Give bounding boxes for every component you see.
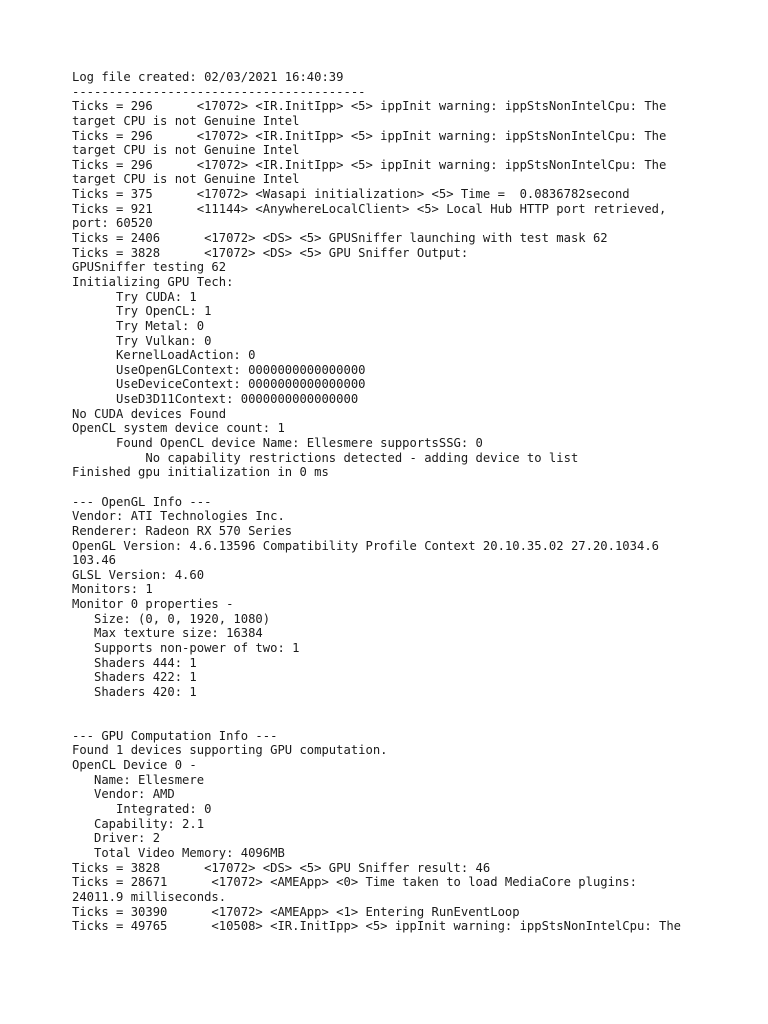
log-line: KernelLoadAction: 0 xyxy=(72,348,256,363)
log-line: Capability: 2.1 xyxy=(72,816,205,831)
log-line: Ticks = 30390 <17072> <AMEApp> <1> Entering RunEventLoop xyxy=(72,904,520,919)
log-line: Try Metal: 0 xyxy=(72,318,205,333)
log-line: Finished gpu initialization in 0 ms xyxy=(72,465,329,480)
log-line xyxy=(72,480,702,495)
log-line: No capability restrictions detected - adding device to list xyxy=(72,450,579,465)
log-line xyxy=(72,700,702,715)
log-line: Vendor: ATI Technologies Inc. xyxy=(72,509,285,524)
log-line: Try CUDA: 1 xyxy=(72,289,197,304)
log-line: UseOpenGLContext: 0000000000000000 xyxy=(72,362,366,377)
log-line: Shaders 444: 1 xyxy=(72,655,197,670)
log-line: --- GPU Computation Info --- xyxy=(72,728,278,743)
log-line: GLSL Version: 4.60 xyxy=(72,567,205,582)
log-line: Ticks = 921 <11144> <AnywhereLocalClient> <5> Local Hub HTTP port retrieved, xyxy=(72,201,667,216)
log-line: Shaders 420: 1 xyxy=(72,684,197,699)
log-line: Name: Ellesmere xyxy=(72,772,205,787)
log-line: Found OpenCL device Name: Ellesmere supportsSSG: 0 xyxy=(72,436,483,451)
log-line: Size: (0, 0, 1920, 1080) xyxy=(72,611,271,626)
log-line: 103.46 xyxy=(72,553,117,568)
log-line: Total Video Memory: 4096MB xyxy=(72,845,285,860)
log-line: Ticks = 296 <17072> <IR.InitIpp> <5> ippInit warning: ippStsNonIntelCpu: The xyxy=(72,99,667,114)
log-line: Ticks = 49765 <10508> <IR.InitIpp> <5> ippInit warning: ippStsNonIntelCpu: The xyxy=(72,919,682,934)
log-line: GPUSniffer testing 62 xyxy=(72,260,227,275)
log-line: --- OpenGL Info --- xyxy=(72,494,212,509)
log-line: 24011.9 milliseconds. xyxy=(72,889,227,904)
log-line: Ticks = 3828 <17072> <DS> <5> GPU Sniffer result: 46 xyxy=(72,860,491,875)
log-line: Try OpenCL: 1 xyxy=(72,304,212,319)
log-line: UseDeviceContext: 0000000000000000 xyxy=(72,377,366,392)
log-line: Ticks = 375 <17072> <Wasapi initialization> <5> Time = 0.0836782second xyxy=(72,187,630,202)
log-line: Ticks = 28671 <17072> <AMEApp> <0> Time taken to load MediaCore plugins: xyxy=(72,875,637,890)
log-line: Renderer: Radeon RX 570 Series xyxy=(72,523,293,538)
log-line: OpenCL Device 0 - xyxy=(72,758,197,773)
log-line: target CPU is not Genuine Intel xyxy=(72,172,300,187)
log-line: target CPU is not Genuine Intel xyxy=(72,143,300,158)
log-line: Found 1 devices supporting GPU computation. xyxy=(72,743,388,758)
log-line: Monitor 0 properties - xyxy=(72,597,234,612)
log-line: No CUDA devices Found xyxy=(72,406,227,421)
log-line: port: 60520 xyxy=(72,216,153,231)
log-line: Ticks = 296 <17072> <IR.InitIpp> <5> ippInit warning: ippStsNonIntelCpu: The xyxy=(72,128,667,143)
log-line: OpenGL Version: 4.6.13596 Compatibility Profile Context 20.10.35.02 27.20.1034.6 xyxy=(72,538,659,553)
log-line xyxy=(72,714,702,729)
log-document xyxy=(72,70,702,934)
log-line: Try Vulkan: 0 xyxy=(72,333,212,348)
log-line: Ticks = 3828 <17072> <DS> <5> GPU Sniffer Output: xyxy=(72,245,469,260)
log-line: Log file created: 02/03/2021 16:40:39 xyxy=(72,70,344,84)
log-line: Initializing GPU Tech: xyxy=(72,274,234,289)
log-line: OpenCL system device count: 1 xyxy=(72,421,285,436)
log-line: Vendor: AMD xyxy=(72,787,175,802)
log-line: Monitors: 1 xyxy=(72,582,153,597)
log-line: ---------------------------------------- xyxy=(72,84,366,99)
log-line: Shaders 422: 1 xyxy=(72,670,197,685)
log-line: UseD3D11Context: 0000000000000000 xyxy=(72,392,359,407)
log-line: Max texture size: 16384 xyxy=(72,626,263,641)
log-line: target CPU is not Genuine Intel xyxy=(72,113,300,128)
log-line: Driver: 2 xyxy=(72,831,161,846)
log-line: Supports non-power of two: 1 xyxy=(72,640,300,655)
log-line: Ticks = 2406 <17072> <DS> <5> GPUSniffer launching with test mask 62 xyxy=(72,231,608,246)
log-line: Integrated: 0 xyxy=(72,802,212,817)
log-line: Ticks = 296 <17072> <IR.InitIpp> <5> ippInit warning: ippStsNonIntelCpu: The xyxy=(72,157,667,172)
